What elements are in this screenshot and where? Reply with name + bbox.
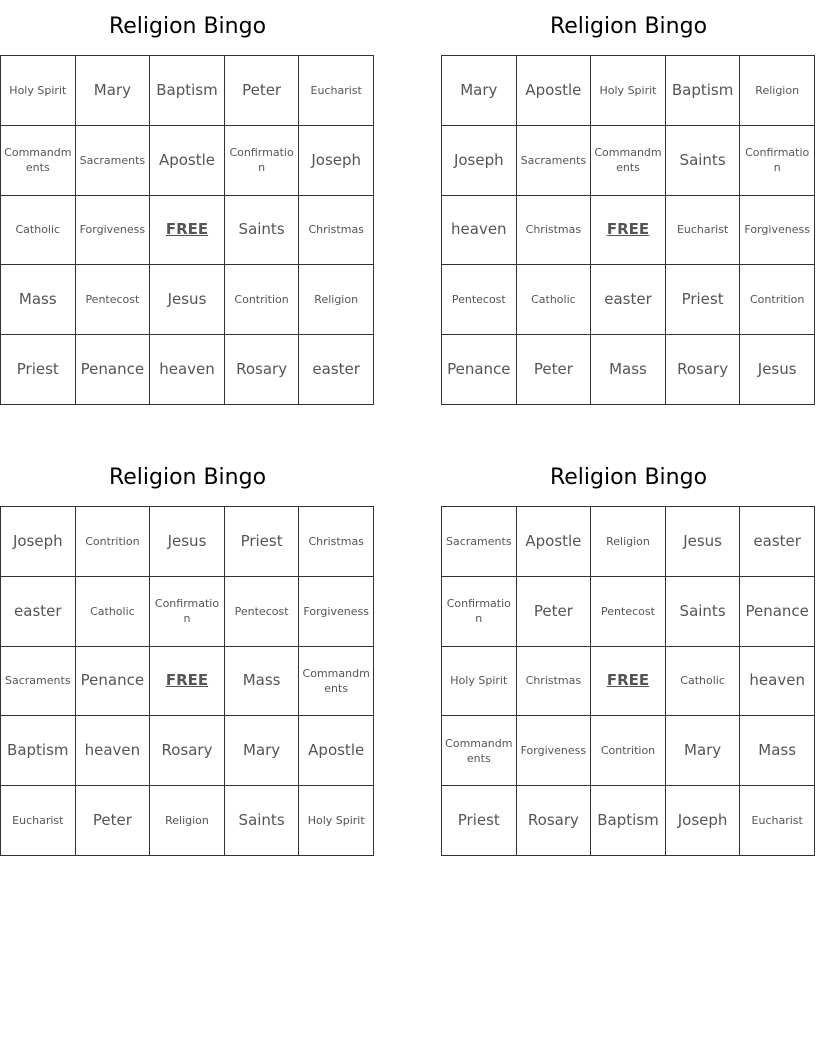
bingo-cell: Commandments [1,126,76,196]
bingo-cell: Pentecost [76,265,151,335]
bingo-cell: Jesus [150,507,225,577]
bingo-cell: Jesus [740,335,815,405]
bingo-cell: Apostle [517,507,592,577]
bingo-cell: Sacraments [76,126,151,196]
bingo-cell: Penance [76,335,151,405]
bingo-cell: Catholic [666,647,741,717]
bingo-cell: Penance [442,335,517,405]
bingo-cell: Contrition [591,716,666,786]
bingo-card-2 [441,0,816,379]
bingo-cell: Catholic [76,577,151,647]
bingo-cell: Eucharist [1,786,76,856]
bingo-cell: Joseph [666,786,741,856]
bingo-grid [0,55,374,405]
bingo-cell: Peter [76,786,151,856]
bingo-cell: Joseph [1,507,76,577]
bingo-cell: Mass [1,265,76,335]
bingo-cell: Jesus [666,507,741,577]
bingo-cell: Pentecost [591,577,666,647]
bingo-cell: Peter [517,335,592,405]
bingo-cell: Mary [666,716,741,786]
bingo-cell: Eucharist [299,56,374,126]
bingo-cell: Contrition [76,507,151,577]
bingo-cell: Catholic [517,265,592,335]
bingo-cell: Contrition [225,265,300,335]
bingo-card-1 [0,0,375,379]
bingo-cell: Priest [442,786,517,856]
bingo-cell: Holy Spirit [442,647,517,717]
bingo-cell: Eucharist [740,786,815,856]
bingo-cell: Mary [442,56,517,126]
bingo-cell: Religion [740,56,815,126]
bingo-cell: Mass [225,647,300,717]
bingo-cell: Confirmation [740,126,815,196]
bingo-cell: Mass [740,716,815,786]
bingo-cell: Apostle [517,56,592,126]
bingo-cell: heaven [442,196,517,266]
bingo-grid [441,55,815,405]
bingo-cell: Pentecost [442,265,517,335]
bingo-cell: Baptism [150,56,225,126]
bingo-cell: Mary [225,716,300,786]
bingo-cell: Rosary [150,716,225,786]
bingo-card-3 [0,451,375,830]
card-title: Religion Bingo [549,465,708,490]
bingo-cell: Joseph [442,126,517,196]
bingo-cell: Saints [225,196,300,266]
bingo-cell: Religion [591,507,666,577]
card-title: Religion Bingo [108,465,267,490]
bingo-cell: Sacraments [517,126,592,196]
bingo-cell: Christmas [517,196,592,266]
bingo-cell: Christmas [299,196,374,266]
bingo-cell: Apostle [150,126,225,196]
bingo-cell: easter [740,507,815,577]
bingo-cell: easter [299,335,374,405]
bingo-cell: Mary [76,56,151,126]
bingo-cell: Priest [225,507,300,577]
bingo-grid [441,506,815,856]
bingo-cell: Confirmation [225,126,300,196]
bingo-cell: Joseph [299,126,374,196]
bingo-cell: Jesus [150,265,225,335]
bingo-cell: Saints [666,577,741,647]
bingo-cell: Commandments [442,716,517,786]
bingo-cell: Commandments [591,126,666,196]
bingo-grid [0,506,374,856]
bingo-cell: Sacraments [442,507,517,577]
bingo-cell: Christmas [517,647,592,717]
bingo-cell: easter [1,577,76,647]
bingo-cell: Pentecost [225,577,300,647]
bingo-cell: Rosary [666,335,741,405]
bingo-cell: Confirmation [150,577,225,647]
bingo-cell: heaven [76,716,151,786]
bingo-cell: Baptism [666,56,741,126]
bingo-cell: Priest [1,335,76,405]
bingo-cell: Forgiveness [76,196,151,266]
bingo-cell: Penance [76,647,151,717]
free-space: FREE [591,196,666,266]
bingo-cell: Priest [666,265,741,335]
card-title: Religion Bingo [108,14,267,39]
card-title: Religion Bingo [549,14,708,39]
bingo-cell: Catholic [1,196,76,266]
bingo-cell: Holy Spirit [591,56,666,126]
bingo-cell: Commandments [299,647,374,717]
bingo-cell: Religion [150,786,225,856]
bingo-cell: Baptism [1,716,76,786]
bingo-cell: Apostle [299,716,374,786]
bingo-cell: Peter [517,577,592,647]
bingo-cell: Baptism [591,786,666,856]
bingo-cell: Penance [740,577,815,647]
bingo-cell: Forgiveness [740,196,815,266]
bingo-cell: Religion [299,265,374,335]
bingo-cell: Rosary [517,786,592,856]
bingo-cell: Peter [225,56,300,126]
bingo-cell: Saints [666,126,741,196]
bingo-cell: Christmas [299,507,374,577]
bingo-cell: Sacraments [1,647,76,717]
free-space: FREE [591,647,666,717]
bingo-cell: heaven [150,335,225,405]
bingo-cell: Contrition [740,265,815,335]
bingo-cell: Holy Spirit [299,786,374,856]
bingo-cell: Rosary [225,335,300,405]
bingo-cell: Holy Spirit [1,56,76,126]
bingo-cell: Forgiveness [299,577,374,647]
bingo-cell: Saints [225,786,300,856]
bingo-cell: heaven [740,647,815,717]
free-space: FREE [150,196,225,266]
bingo-cell: easter [591,265,666,335]
bingo-cell: Forgiveness [517,716,592,786]
bingo-cell: Eucharist [666,196,741,266]
free-space: FREE [150,647,225,717]
bingo-card-4 [441,451,816,830]
bingo-cell: Confirmation [442,577,517,647]
bingo-cell: Mass [591,335,666,405]
